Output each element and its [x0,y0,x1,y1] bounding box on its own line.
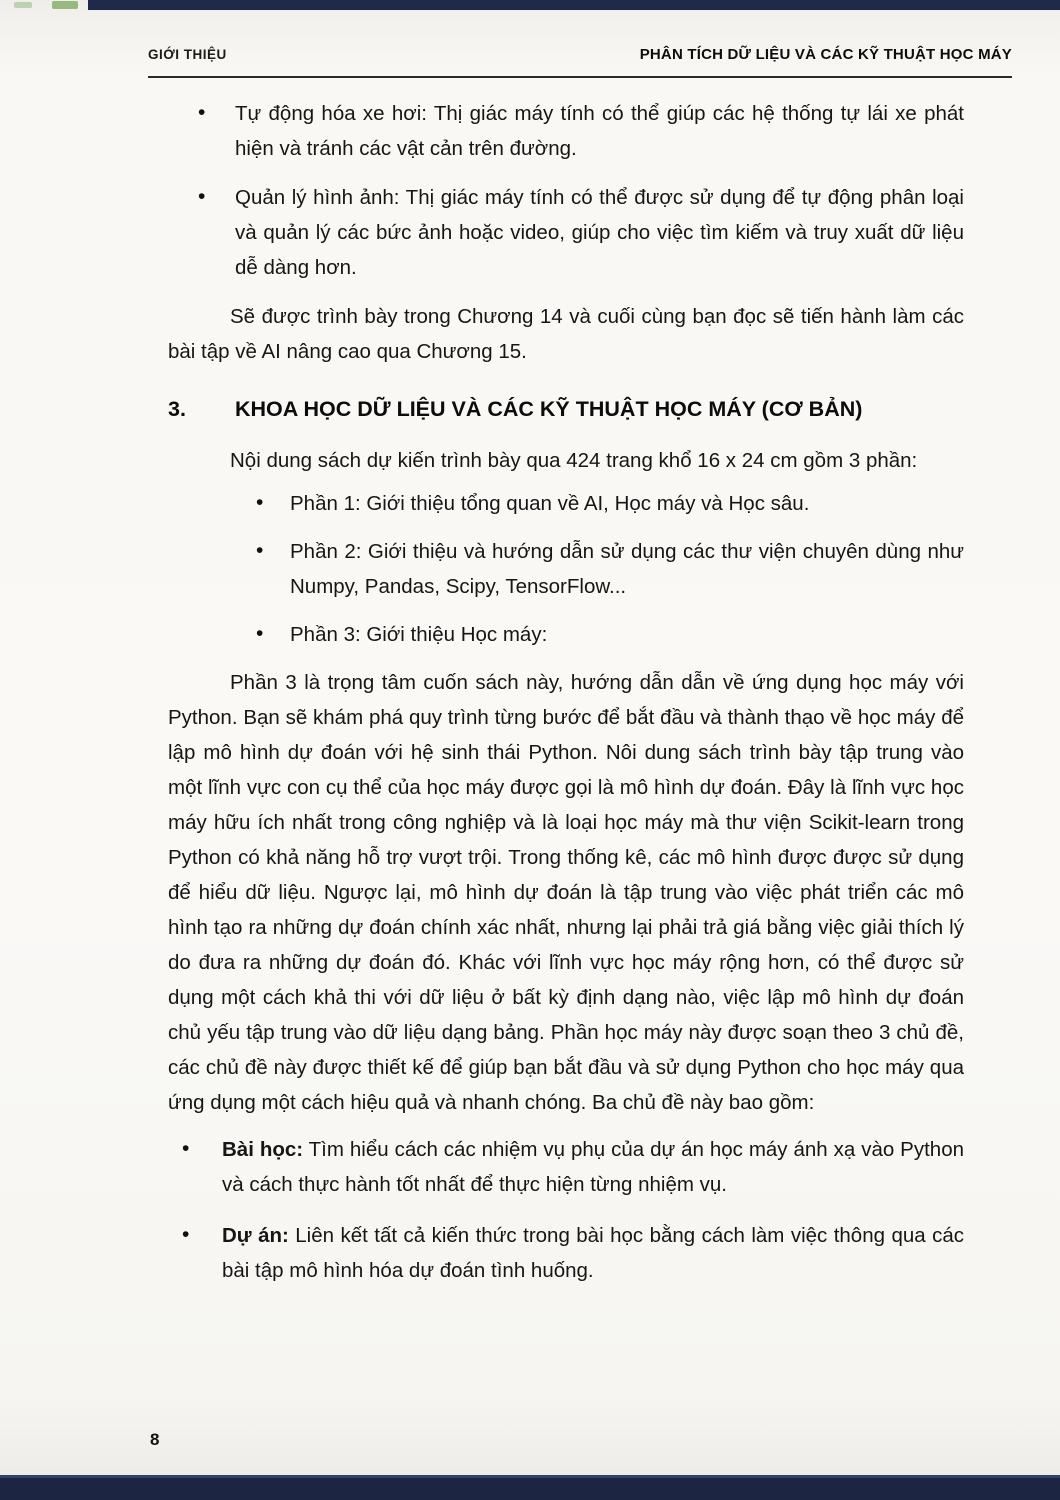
topic-text: Tìm hiểu cách các nhiệm vụ phụ của dự án học máy ánh xạ vào Python và cách thực hành tốt nhất để thực hiện từng nhiệm vụ. [222,1138,964,1196]
page-header [148,46,1012,63]
list-item [168,96,964,166]
bullet-icon: • [256,491,264,514]
section-title: KHOA HỌC DỮ LIỆU VÀ CÁC KỸ THUẬT HỌC MÁY (CƠ BẢN) [235,397,863,421]
scan-artifact-green-mark [14,2,32,8]
header-divider [148,76,1012,78]
list-item [168,617,964,652]
bullet-icon: • [198,101,206,124]
bullet-text: Phần 3: Giới thiệu Học máy: [290,623,548,646]
scan-edge-top-bar [88,0,1060,10]
list-item [168,534,964,604]
topic-text: Liên kết tất cả kiến thức trong bài học bằng cách làm việc thông qua các bài tập mô hình hóa dự đoán tình huống. [222,1224,964,1282]
bullet-icon: • [182,1137,190,1160]
topic-label: Bài học: [222,1138,304,1161]
paragraph: Sẽ được trình bày trong Chương 14 và cuối cùng bạn đọc sẽ tiến hành làm các bài tập về AI nâng cao qua Chương 15. [168,305,964,363]
bullet-icon: • [198,185,206,208]
bullet-icon: • [182,1223,190,1246]
bullet-text: Quản lý hình ảnh: Thị giác máy tính có thể được sử dụng để tự động phân loại và quản lý các bức ảnh hoặc video, giúp cho việc tìm kiếm và truy xuất dữ liệu dễ dàng hơn. [235,186,964,279]
section-number: 3. [168,397,186,421]
bullet-icon: • [256,622,264,645]
header-book-title: PHÂN TÍCH DỮ LIỆU VÀ CÁC KỸ THUẬT HỌC MÁY [639,46,1012,63]
list-item [168,180,964,285]
paragraph: Nội dung sách dự kiến trình bày qua 424 trang khổ 16 x 24 cm gồm 3 phần: [230,449,918,472]
bullet-text: Phần 1: Giới thiệu tổng quan về AI, Học máy và Học sâu. [290,492,810,515]
list-item [168,486,964,521]
section-heading [168,393,964,425]
list-item [168,1132,964,1202]
page-content [168,96,964,1304]
scan-artifact-green-mark [52,1,78,9]
bullet-icon: • [256,539,264,562]
paragraph: Phần 3 là trọng tâm cuốn sách này, hướng dẫn dẫn về ứng dụng học máy với Python. Bạn sẽ khám phá quy trình từng bước để bắt đầu và thành thạo về học máy để lập mô hình dự đoán với hệ sinh thái Python. Nôi dung sách trình bày tập trung vào một lĩnh vực con cụ thể của học máy được gọi là mô hình dự đoán. Đây là lĩnh vực học máy hữu ích nhất trong công nghiệp và là loại học máy mà thư viện Scikit-learn trong Python có khả năng hỗ trợ vượt trội. Trong thống kê, các mô hình được được sử dụng để hiểu dữ liệu. Ngược lại, mô hình dự đoán là tập trung vào việc phát triển các mô hình tạo ra những dự đoán chính xác nhất, nhưng lại phải trả giá bằng việc giải thích lý do đưa ra những dự đoán đó. Khác với lĩnh vực học máy rộng hơn, có thể được sử dụng một cách khả thi với dữ liệu ở bất kỳ định dạng nào, việc lập mô hình dự đoán chủ yếu tập trung vào dữ liệu dạng bảng. Phần học máy này được soạn theo 3 chủ đề, các chủ đề này được thiết kế để giúp bạn bắt đầu và sử dụng Python cho học máy qua ứng dụng một cách hiệu quả và nhanh chóng. Ba chủ đề này bao gồm: [168,671,964,1114]
bullet-text: Phần 2: Giới thiệu và hướng dẫn sử dụng các thư viện chuyên dùng như Numpy, Pandas, Scipy, TensorFlow... [290,540,964,598]
scan-edge-bottom-bar [0,1475,1060,1500]
topic-label: Dự án: [222,1224,289,1247]
header-section-label: GIỚI THIỆU [148,47,227,62]
list-item [168,1218,964,1288]
page-number: 8 [150,1430,160,1449]
bullet-text: Tự động hóa xe hơi: Thị giác máy tính có thể giúp các hệ thống tự lái xe phát hiện và tránh các vật cản trên đường. [235,102,964,160]
